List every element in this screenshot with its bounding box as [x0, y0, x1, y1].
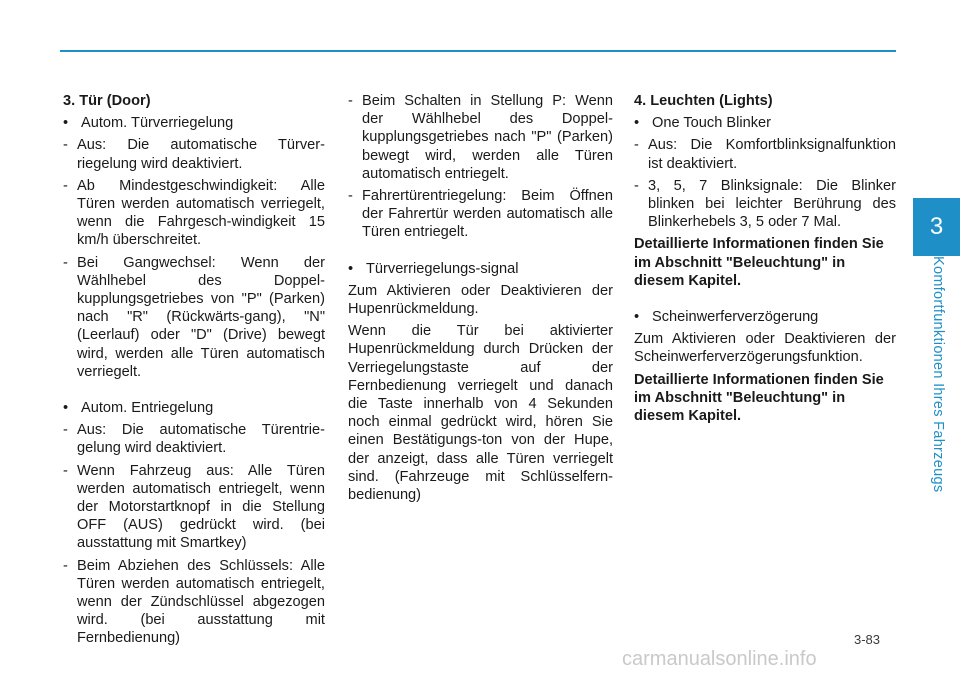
item-text: Ab Mindestgeschwindigkeit: Alle Türen werden automatisch verriegelt, wenn die Fahrgesch-windigkeit 15 km/h überschreitet. — [77, 177, 325, 249]
header-rule — [60, 50, 896, 52]
paragraph: Zum Aktivieren oder Deaktivieren der Scheinwerferverzögerungsfunktion. — [634, 331, 896, 366]
bullet-icon: • — [63, 115, 69, 132]
page-number: 3-83 — [854, 632, 881, 647]
chapter-tab: 3 — [913, 198, 960, 256]
info-note: Detaillierte Informationen finden Sie im Abschnitt "Beleuchtung" in diesem Kapitel. — [634, 371, 884, 425]
dash-icon: - — [634, 177, 639, 194]
dash-icon: - — [63, 422, 68, 439]
bullet-icon: • — [634, 115, 640, 132]
bullet-auto-lock — [63, 114, 325, 132]
list-item — [63, 254, 325, 381]
section-heading-lights: 4. Leuchten (Lights) — [634, 93, 773, 109]
bullet-label: Autom. Entriegelung — [81, 400, 214, 417]
item-text: Aus: Die automatische Türver-riegelung wird deaktiviert. — [77, 137, 325, 172]
item-text: Beim Schalten in Stellung P: Wenn der Wählhebel des Doppel-kupplungsgetriebes nach "P" (Parken) bewegt wird, werden alle Türen automatisch entriegelt. — [362, 93, 613, 182]
list-item — [63, 421, 325, 457]
column-1 — [63, 92, 325, 652]
dash-icon: - — [348, 93, 353, 109]
item-text: 3, 5, 7 Blinksignale: Die Blinker blinken bei leichter Berührung des Blinkerhebels 3, 5 oder 7 Mal. — [648, 177, 896, 231]
item-text: Fahrertürentriegelung: Beim Öffnen der Fahrertür werden automatisch alle Türen entriegelt. — [362, 188, 613, 241]
column-2 — [348, 92, 613, 508]
item-text: Aus: Die Komfortblinksignalfunktion ist deaktiviert. — [648, 137, 896, 172]
dash-icon: - — [348, 188, 353, 205]
spacer — [63, 385, 325, 399]
list-item — [63, 136, 325, 172]
column-3 — [634, 92, 896, 429]
bullet-one-touch — [634, 114, 896, 132]
bullet-label: Türverriegelungs-signal — [366, 260, 519, 277]
bullet-icon: • — [634, 309, 640, 326]
item-text: Wenn Fahrzeug aus: Alle Türen werden automatisch entriegelt, wenn der Motorstartknopf in die Stellung OFF (AUS) gedrückt wird. (bei ausstattung mit Smartkey) — [77, 462, 325, 552]
dash-icon: - — [63, 254, 68, 271]
dash-icon: - — [63, 177, 68, 194]
paragraph: Zum Aktivieren oder Deaktivieren der Hupenrückmeldung. — [348, 282, 613, 318]
item-text: Beim Abziehen des Schlüssels: Alle Türen werden automatisch entriegelt, wenn der Zündschlüssel abgezogen wird. (bei ausstattung mit Fernbedienung) — [77, 557, 325, 647]
spacer — [634, 294, 896, 308]
watermark: carmanualsonline.info — [622, 648, 817, 670]
chapter-title: Komfortfunktionen Ihres Fahrzeugs — [930, 256, 946, 493]
section-heading-door: 3. Tür (Door) — [63, 93, 151, 109]
item-text: Aus: Die automatische Türentrie-gelung wird deaktiviert. — [77, 422, 325, 457]
list-item — [348, 92, 613, 183]
bullet-label: Autom. Türverriegelung — [81, 115, 234, 132]
dash-icon: - — [63, 557, 68, 574]
bullet-icon: • — [348, 260, 354, 277]
bullet-lock-signal — [348, 260, 613, 278]
list-item — [634, 136, 896, 172]
bullet-auto-unlock — [63, 399, 325, 417]
spacer — [348, 246, 613, 260]
list-item — [63, 462, 325, 553]
dash-icon: - — [63, 137, 68, 154]
bullet-label: One Touch Blinker — [652, 115, 771, 132]
item-text: Bei Gangwechsel: Wenn der Wählhebel des Doppel-kupplungsgetriebes von "P" (Parken) nach "R" (Rückwärts-gang), "N" (Leerlauf) oder "D" (Drive) bewegt wird, werden alle Türen automatisch verriegelt. — [77, 254, 325, 380]
bullet-label: Scheinwerferverzögerung — [652, 309, 819, 326]
list-item — [63, 557, 325, 648]
bullet-headlight-delay — [634, 308, 896, 326]
dash-icon: - — [634, 137, 639, 154]
list-item — [63, 177, 325, 250]
dash-icon: - — [63, 462, 68, 479]
info-note: Detaillierte Informationen finden Sie im Abschnitt "Beleuchtung" in diesem Kapitel. — [634, 236, 884, 289]
paragraph: Wenn die Tür bei aktivierter Hupenrückmeldung durch Drücken der Verriegelungstaste auf der Fernbedienung verriegelt und danach die Taste innerhalb von 4 Sekunden noch einmal gedrückt wird, hören Sie einen Bestätigungs-ton von der Hupe, der anzeigt, dass alle Türen verriegelt sind. (Fahrzeuge mit Schlüsselfern-bedienung) — [348, 323, 613, 504]
list-item — [348, 187, 613, 242]
list-item — [634, 177, 896, 232]
bullet-icon: • — [63, 400, 69, 417]
